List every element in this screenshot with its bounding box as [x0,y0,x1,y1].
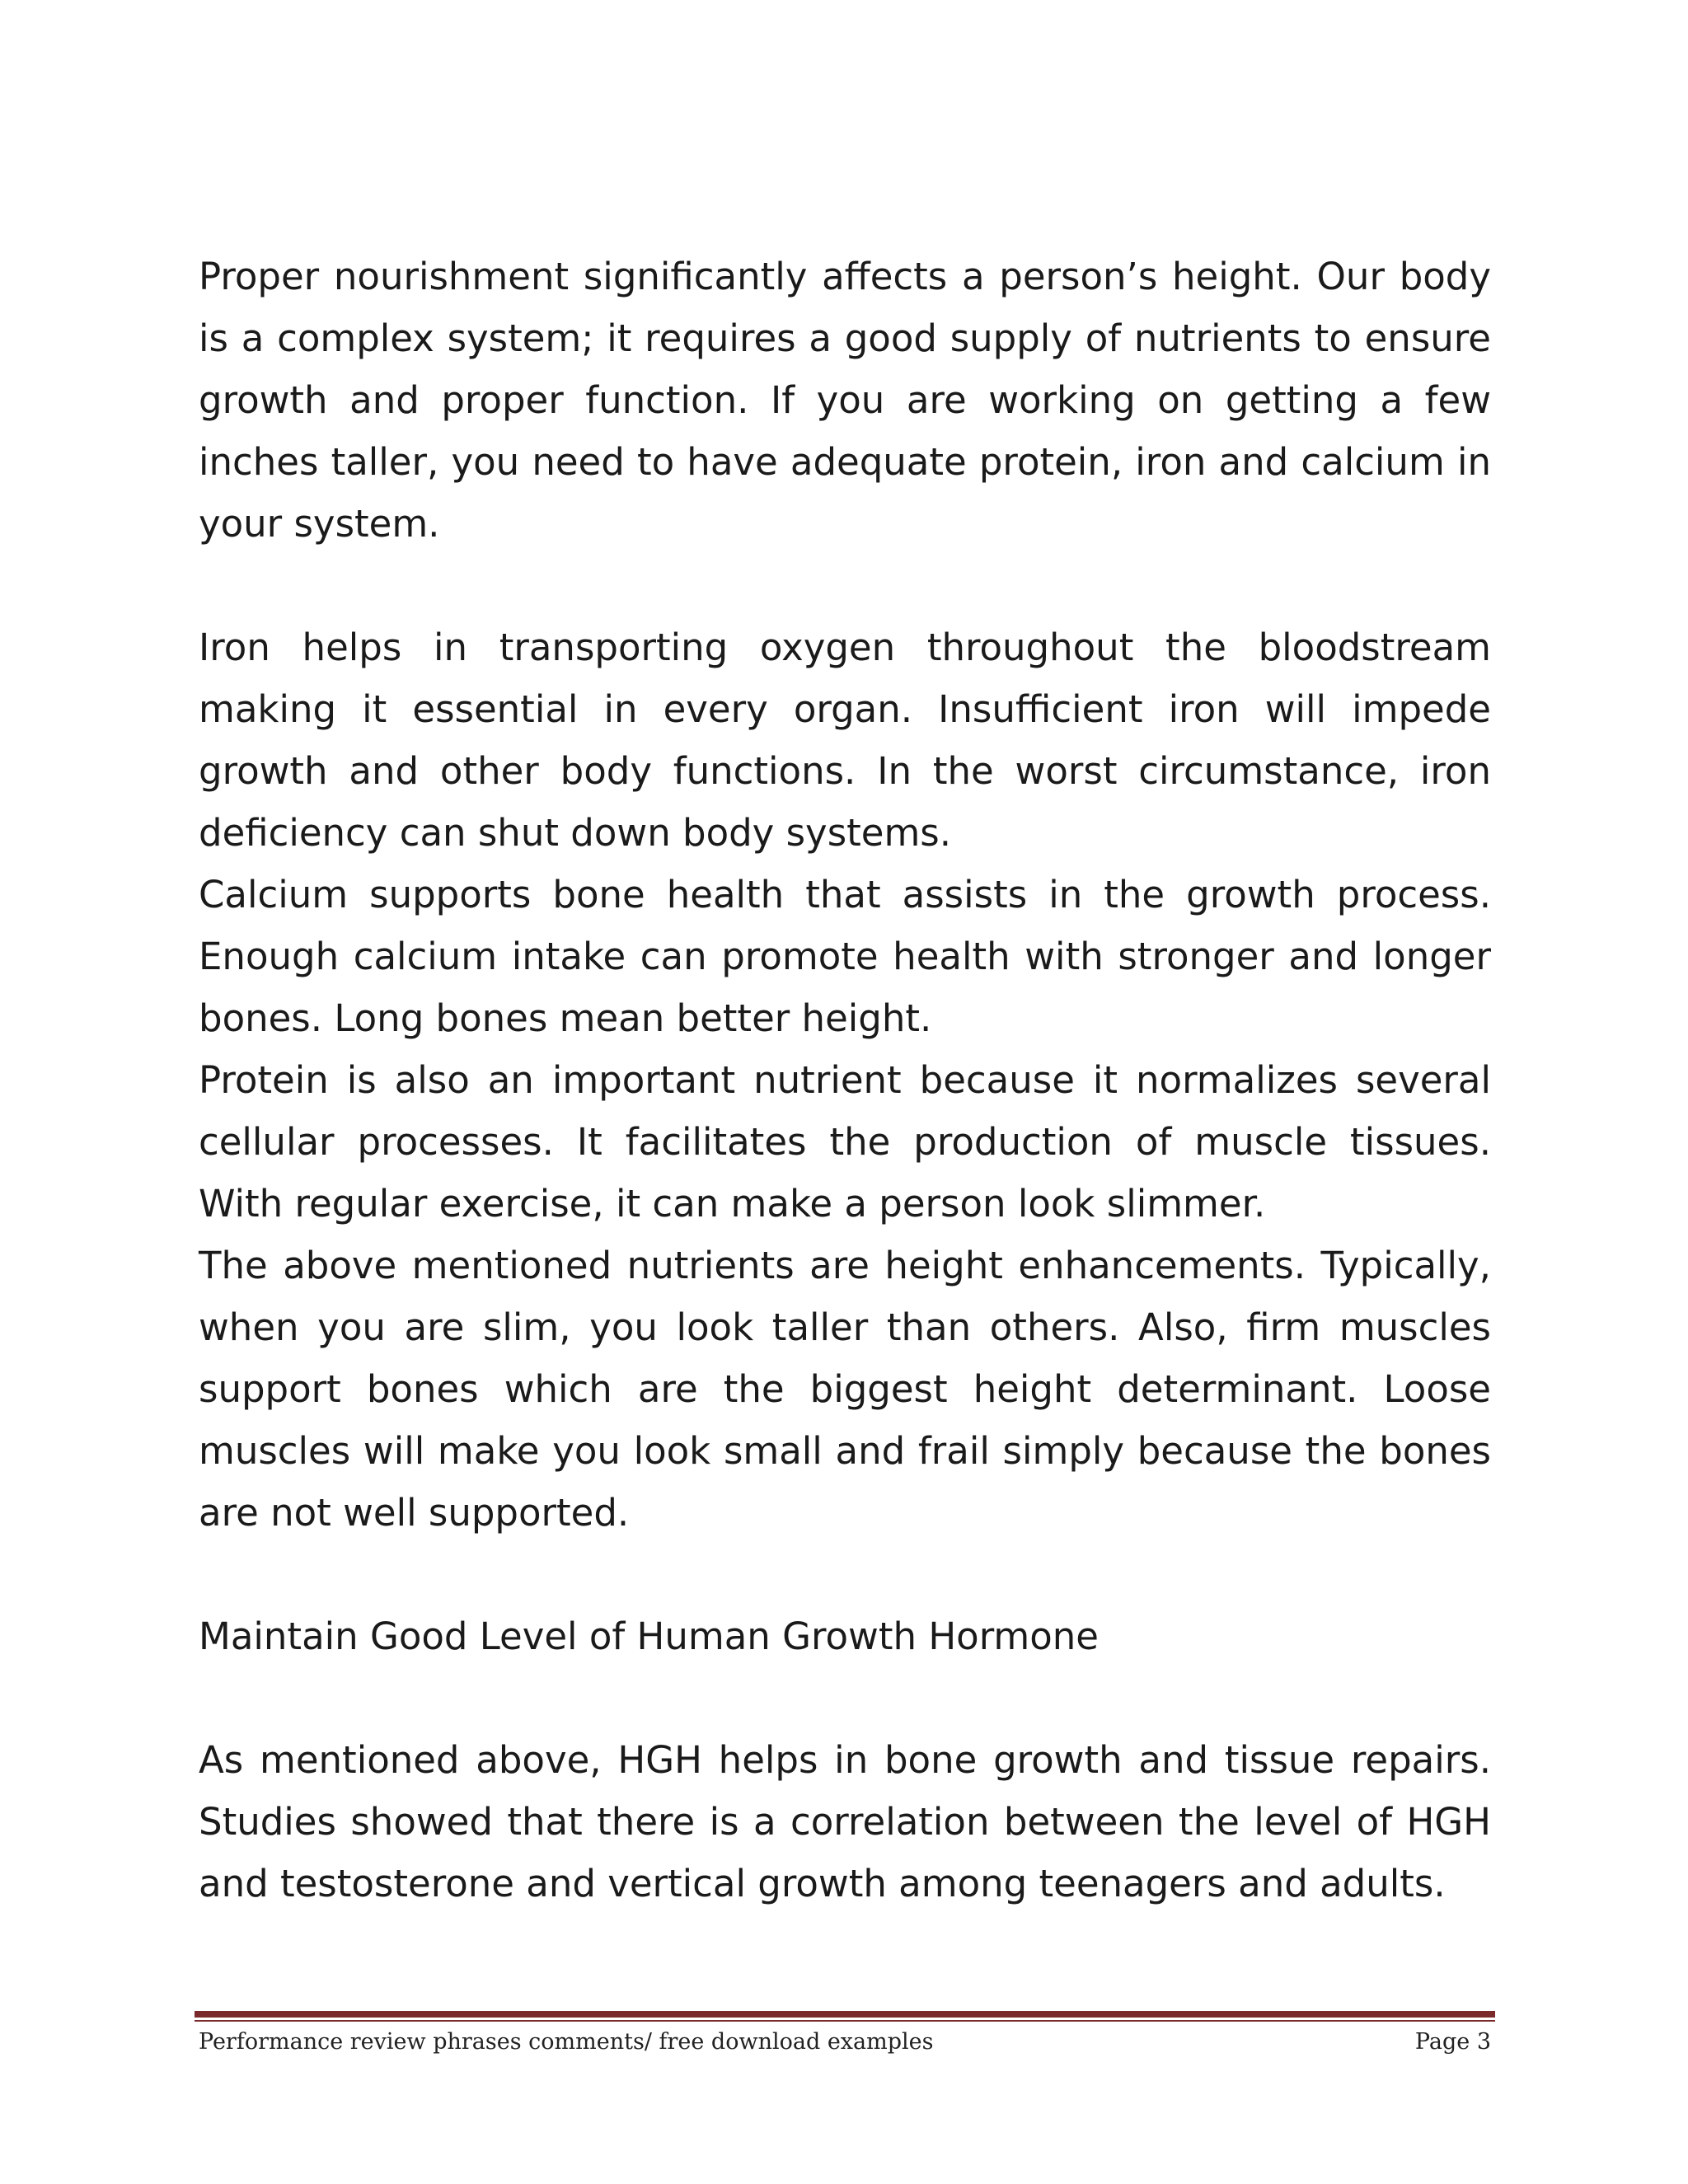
paragraph-calcium: Calcium supports bone health that assists in the growth process. Enough calcium intake can promote health with stronger and longer bones. Long bones mean better height. [199,873,1491,1040]
footer-divider-thick-line [195,2011,1495,2018]
paragraph-iron: Iron helps in transporting oxygen throughout the bloodstream making it essential in every organ. Insufficient iron will impede growth and other body functions. In the worst circumstance, iron deficiency can shut down body systems. [199,626,1491,855]
paragraph-nourishment: Proper nourishment significantly affects a person’s height. Our body is a complex system; it requires a good supply of nutrients to ensure growth and proper function. If you are working on getting a few inches taller, you need to have adequate protein, iron and calcium in your system. [199,255,1491,546]
footer-divider [195,2011,1495,2024]
footer-divider-thin-line [195,2020,1495,2022]
paragraph-hgh: As mentioned above, HGH helps in bone growth and tissue repairs. Studies showed that there is a correlation between the level of HGH and testosterone and vertical growth among teenagers and adults. [199,1738,1491,1905]
paragraph-nutrients-summary: The above mentioned nutrients are height enhancements. Typically, when you are slim, you look taller than others. Also, firm muscles support bones which are the biggest height determinant. Loose muscles will make you look small and frail simply because the bones are not well supported. [199,1244,1491,1535]
paragraph-gap [199,555,1491,616]
document-body [199,246,1491,1915]
paragraph-protein: Protein is also an important nutrient because it normalizes several cellular processes. It facilitates the production of muscle tissues. With regular exercise, it can make a person look slimmer. [199,1058,1491,1226]
paragraph-gap [199,1544,1491,1605]
page-number: Page 3 [1414,2029,1491,2055]
section-heading: Maintain Good Level of Human Growth Hormone [199,1615,1099,1658]
paragraph-gap [199,1667,1491,1729]
footer-title: Performance review phrases comments/ free download examples [199,2029,934,2055]
page-footer [199,2024,1491,2060]
